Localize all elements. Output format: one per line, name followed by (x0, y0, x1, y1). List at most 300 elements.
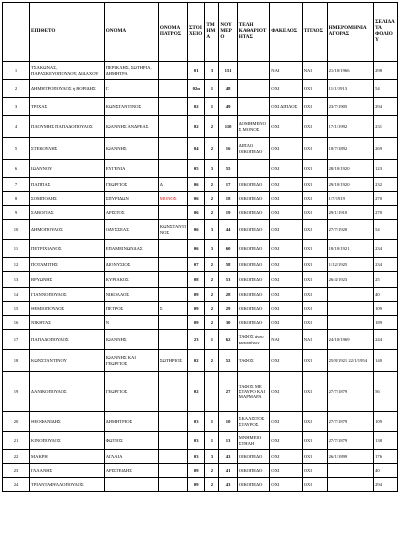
table-row (3, 316, 398, 330)
father-name-cell (158, 464, 187, 478)
stoixeio-cell: 05 (188, 160, 205, 178)
cleanliness-cell: ΔΙΠΛΟ ΟΙΚΟΠΕΔΟ (237, 138, 269, 160)
stoixeio-cell: 04 (188, 138, 205, 160)
tmima-cell: 2 (205, 192, 219, 206)
row-number: 1 (3, 62, 30, 80)
surname-cell: ΔΗΜΗΤΡΟΠΟΥΛΟΣ ή ΒΟΡΙΔΗΣ (30, 80, 105, 98)
name-cell: Γ. (104, 80, 158, 98)
tmima-cell: 2 (205, 288, 219, 302)
row-number: 2 (3, 80, 30, 98)
purchase-date-cell (327, 288, 374, 302)
surname-cell: ΒΡΥΩΝΗΣ (30, 272, 105, 288)
title-cell: ΟΧΙ (302, 464, 327, 478)
row-number: 7 (3, 178, 30, 192)
father-name-cell (158, 372, 187, 412)
name-cell: ΠΕΡΙΚΛΗΣ, ΣΩΤΗΡΙΑ, ΔΗΜΗΤΡΑ (104, 62, 158, 80)
surname-cell: ΠΛΟΥΜΗΣ ΠΑΠΑΔΟΠΟΥΛΟΣ (30, 116, 105, 138)
page-cell: 176 (374, 450, 398, 464)
tmima-cell: 2 (205, 206, 219, 220)
father-name-cell (158, 478, 187, 492)
tmima-cell: 1 (205, 412, 219, 432)
cleanliness-cell: ΟΙΚΟΠΕΔΟ (237, 288, 269, 302)
title-cell: ΟΧΙ (302, 288, 327, 302)
folder-cell: ΟΧΙ (270, 302, 302, 316)
cleanliness-cell: ΟΙΚΟΠΕΔΟ (237, 316, 269, 330)
noumero-cell: 44 (219, 220, 237, 240)
folder-cell: ΝΑΙ (270, 330, 302, 350)
cleanliness-cell: ΟΙΚΟΠΕΔΟ (237, 272, 269, 288)
tmima-cell: 3 (205, 450, 219, 464)
tmima-cell: 2 (205, 350, 219, 372)
name-cell: ΠΕΤΡΟΣ (104, 302, 158, 316)
cleanliness-cell: ΔΟΜΗΜΕΝΟΣ ΜΟΝΟΣ (237, 116, 269, 138)
row-number: 19 (3, 372, 30, 412)
father-name-cell (158, 316, 187, 330)
stoixeio-cell: 09 (188, 302, 205, 316)
stoixeio-cell: 02 (188, 116, 205, 138)
father-name-cell (158, 432, 187, 450)
stoixeio-cell: 06 (188, 192, 205, 206)
header-num (3, 3, 30, 62)
name-cell: ΙΩΑΝΝΗΣ (104, 330, 158, 350)
row-number: 13 (3, 272, 30, 288)
stoixeio-cell: 01 (188, 62, 205, 80)
name-cell: ΓΕΩΡΓΙΟΣ (104, 372, 158, 412)
table-row (3, 350, 398, 372)
cleanliness-cell: ΜΝΗΜΕΙΟ ΣΤΗΛΗ (237, 432, 269, 450)
name-cell: ΑΡΙΣΤΟΣ (104, 206, 158, 220)
page-cell: 25 (374, 272, 398, 288)
stoixeio-cell: 09 (188, 316, 205, 330)
title-cell: ΟΧΙ (302, 412, 327, 432)
cleanliness-cell: ΟΙΚΟΠΕΔΟ (237, 478, 269, 492)
purchase-date-cell: 18/7/1892 (327, 138, 374, 160)
folder-cell: ΟΧΙ (270, 220, 302, 240)
row-number: 5 (3, 138, 30, 160)
title-cell: ΟΧΙ (302, 316, 327, 330)
purchase-date-cell: 28/10/1920 (327, 160, 374, 178)
cleanliness-cell: ΟΙΚΟΠΕΔΟ (237, 302, 269, 316)
noumero-cell: 27 (219, 372, 237, 412)
row-number: 20 (3, 412, 30, 432)
tmima-cell: 1 (205, 98, 219, 116)
table-row (3, 412, 398, 432)
father-name-cell (158, 116, 187, 138)
row-number: 17 (3, 330, 30, 350)
cleanliness-cell (237, 98, 269, 116)
row-number: 9 (3, 206, 30, 220)
header-surname: ΕΠΙΘΕΤΟ (30, 3, 105, 62)
cleanliness-cell: ΟΙΚΟΠΕΔΟ (237, 192, 269, 206)
row-number: 4 (3, 116, 30, 138)
purchase-date-cell: 29/10/1920 (327, 178, 374, 192)
folder-cell: ΟΧΙ (270, 450, 302, 464)
name-cell: ΑΡΙΣΤΕΙΔΗΣ (104, 464, 158, 478)
noumero-cell: 43 (219, 450, 237, 464)
stoixeio-cell: 02 (188, 372, 205, 412)
father-name-cell (158, 450, 187, 464)
tmima-cell: 1 (205, 432, 219, 450)
table-row (3, 116, 398, 138)
row-number: 16 (3, 316, 30, 330)
tmima-cell: 2 (205, 478, 219, 492)
page-cell: 269 (374, 138, 398, 160)
purchase-date-cell: 17/1/1992 (327, 116, 374, 138)
page-cell: 294 (374, 478, 398, 492)
tmima-cell: 1 (205, 330, 219, 350)
page-cell: 138 (374, 432, 398, 450)
tmima-cell: 3 (205, 240, 219, 258)
page-cell: 40 (374, 464, 398, 478)
name-cell: ΙΩΑΝΝΗΣ ΑΝΔΡΕΑΣ (104, 116, 158, 138)
name-cell: ΑΓΛΑΙΑ (104, 450, 158, 464)
purchase-date-cell: 18/10/1921 (327, 240, 374, 258)
page-cell: 234 (374, 258, 398, 272)
father-name-cell (158, 330, 187, 350)
table-row (3, 192, 398, 206)
surname-cell: ΤΡΙΑΝΤΑΦΥΛΛΟΠΟΥΛΟΣ (30, 478, 105, 492)
table-row (3, 464, 398, 478)
purchase-date-cell: 29/1/1910 (327, 206, 374, 220)
cleanliness-cell: ΟΙΚΟΠΕΔΟ (237, 464, 269, 478)
cleanliness-cell (237, 160, 269, 178)
surname-cell: ΘΕΟΦΑΝΙΔΗΣ (30, 412, 105, 432)
title-cell: ΟΧΙ (302, 432, 327, 450)
stoixeio-cell: 09 (188, 478, 205, 492)
father-name-cell (158, 80, 187, 98)
row-number: 8 (3, 192, 30, 206)
purchase-date-cell: 21/10/1966 (327, 62, 374, 80)
name-cell: ΦΩΤΙΟΣ (104, 432, 158, 450)
tmima-cell: 3 (205, 62, 219, 80)
surname-cell: ΔΗΜΟΠΟΥΛΟΣ (30, 220, 105, 240)
header-page: ΣΕΛΙΔΑ ΤΑ ΦΟΛΙΟΥ (374, 3, 398, 62)
tmima-cell: 2 (205, 138, 219, 160)
row-number: 11 (3, 240, 30, 258)
purchase-date-cell: 1/7/1919 (327, 192, 374, 206)
cleanliness-cell: ΟΙΚΟΠΕΔΟ (237, 178, 269, 192)
folder-cell: ΟΧΙ ΔΙΠΛΟΣ (270, 98, 302, 116)
title-cell: ΟΧΙ (302, 138, 327, 160)
header-purchase-date: ΗΜΕΡΟΜΗΝΙΑ ΑΓΟΡΑΣ (327, 3, 374, 62)
folder-cell: ΟΧΙ (270, 80, 302, 98)
table-row (3, 220, 398, 240)
tmima-cell (205, 372, 219, 412)
title-cell: ΟΧΙ (302, 80, 327, 98)
title-cell: ΟΧΙ (302, 160, 327, 178)
tmima-cell: 2 (205, 116, 219, 138)
table-row (3, 160, 398, 178)
father-name-cell (158, 412, 187, 432)
folder-cell: ΟΧΙ (270, 464, 302, 478)
tmima-cell: 2 (205, 272, 219, 288)
name-cell: ΣΠΥΡΙΔΩΝ (104, 192, 158, 206)
father-name-cell (158, 288, 187, 302)
folder-cell: ΟΧΙ (270, 316, 302, 330)
name-cell: ΙΩΑΝΝΗΣ ΚΑΙ ΓΕΩΡΓΙΟΣ (104, 350, 158, 372)
page-cell: 270 (374, 206, 398, 220)
stoixeio-cell: 03 (188, 432, 205, 450)
surname-cell: ΓΙΑΝΝΟΠΟΥΛΟΣ (30, 288, 105, 302)
tmima-cell: 3 (205, 160, 219, 178)
stoixeio-cell: 02 (188, 350, 205, 372)
table-row (3, 258, 398, 272)
page-cell: 232 (374, 178, 398, 192)
folder-cell: ΟΧΙ (270, 432, 302, 450)
name-cell: ΟΔΥΣΣΕΑΣ (104, 220, 158, 240)
title-cell: ΟΧΙ (302, 258, 327, 272)
stoixeio-cell: 03 (188, 412, 205, 432)
noumero-cell: 151 (219, 62, 237, 80)
row-number: 21 (3, 432, 30, 450)
page-cell: 54 (374, 220, 398, 240)
table-row (3, 288, 398, 302)
name-cell: ΓΕΩΡΓΙΟΣ (104, 178, 158, 192)
purchase-date-cell: 26/1/1899 (327, 450, 374, 464)
header-cleanliness-fees: ΤΕΛΗ ΚΑΘΑΡΙΟΤΗΤΑΣ (237, 3, 269, 62)
noumero-cell: 17 (219, 178, 237, 192)
noumero-cell: 19 (219, 206, 237, 220)
page-cell: 54 (374, 80, 398, 98)
folder-cell: ΟΧΙ (270, 192, 302, 206)
purchase-date-cell: 23/7/1905 (327, 98, 374, 116)
table-row (3, 372, 398, 412)
folder-cell: ΟΧΙ (270, 160, 302, 178)
noumero-cell: 30 (219, 316, 237, 330)
title-cell: ΟΧΙ (302, 192, 327, 206)
page-cell: 109 (374, 302, 398, 316)
stoixeio-cell: 06 (188, 240, 205, 258)
stoixeio-cell: 09 (188, 464, 205, 478)
folder-cell: ΟΧΙ (270, 272, 302, 288)
purchase-date-cell: 1/12/1925 (327, 258, 374, 272)
folder-cell: ΟΧΙ (270, 350, 302, 372)
surname-cell: ΓΑΛΑΝΗΣ (30, 464, 105, 478)
header-father-name: ΟΝΟΜΑ ΠΑΤΡΟΣ (158, 3, 187, 62)
father-name-cell: ΣΩΤΗΡΙΟΣ (158, 350, 187, 372)
stoixeio-cell: 02 (188, 98, 205, 116)
father-name-cell (158, 160, 187, 178)
stoixeio-cell: 06 (188, 220, 205, 240)
folder-cell: ΝΑΙ (270, 62, 302, 80)
title-cell: ΟΧΙ (302, 272, 327, 288)
name-cell: ΕΠΑΜΕΙΝΩΝΔΑΣ (104, 240, 158, 258)
folder-cell: ΟΧΙ (270, 288, 302, 302)
noumero-cell: 10 (219, 412, 237, 432)
cleanliness-cell: ΟΙΚΟΠΕΔΟ (237, 240, 269, 258)
title-cell: ΝΑΙ (302, 330, 327, 350)
tmima-cell: 2 (205, 258, 219, 272)
cleanliness-cell: ΟΙΚΟΠΕΔΟ (237, 450, 269, 464)
page-cell: 231 (374, 116, 398, 138)
father-name-cell: ΚΩΝΣΤΑΝΤΙΝΟΣ (158, 220, 187, 240)
father-name-cell: ΜΟΝΟΣ (158, 192, 187, 206)
folder-cell: ΟΧΙ (270, 206, 302, 220)
surname-cell: ΚΙΝΟΠΟΥΛΟΣ (30, 432, 105, 450)
father-name-cell: Σ (158, 302, 187, 316)
row-number: 23 (3, 464, 30, 478)
table-row (3, 330, 398, 350)
header-row (3, 3, 398, 62)
folder-cell: ΟΧΙ (270, 178, 302, 192)
noumero-cell: 13 (219, 432, 237, 450)
name-cell (104, 478, 158, 492)
page-cell: 294 (374, 98, 398, 116)
row-number: 12 (3, 258, 30, 272)
surname-cell: ΘΕΜΙΟΠΟΥΛΟΣ (30, 302, 105, 316)
purchase-date-cell: 25/8/1921 22/1/1954 (327, 350, 374, 372)
name-cell: Ν (104, 316, 158, 330)
surname-cell: ΝΙΚΗΤΑΣ (30, 316, 105, 330)
name-cell: ΕΥΓΕΝΙΑ (104, 160, 158, 178)
row-number: 18 (3, 350, 30, 372)
page-cell: 244 (374, 330, 398, 350)
cleanliness-cell: ΤΑΦΟΣ ΜΕ ΣΤΑΥΡΟ ΚΑΙ ΜΑΡΜΑΡΑ (237, 372, 269, 412)
page-cell: 270 (374, 192, 398, 206)
surname-cell: ΣΟΜΠΟΛΗΣ (30, 192, 105, 206)
header-noumero: ΝΟΥΜΕΡΟ (219, 3, 237, 62)
page-cell: 298 (374, 62, 398, 80)
purchase-date-cell (327, 478, 374, 492)
folder-cell: ΟΧΙ (270, 116, 302, 138)
purchase-date-cell (327, 302, 374, 316)
table-row (3, 302, 398, 316)
title-cell: ΟΧΙ (302, 302, 327, 316)
header-folder: ΦΑΚΕΛΟΣ (270, 3, 302, 62)
purchase-date-cell: 26/4/1923 (327, 272, 374, 288)
title-cell: ΟΧΙ (302, 116, 327, 138)
folder-cell: ΟΧΙ (270, 412, 302, 432)
cleanliness-cell: ΤΑΦΟΣ άνευ καταπόνων (237, 330, 269, 350)
purchase-date-cell: 27/7/1879 (327, 372, 374, 412)
father-name-cell (158, 272, 187, 288)
name-cell: ΔΗΜΗΤΡΙΟΣ (104, 412, 158, 432)
title-cell: ΟΧΙ (302, 98, 327, 116)
folder-cell: ΟΧΙ (270, 372, 302, 412)
title-cell: ΟΧΙ (302, 450, 327, 464)
row-number: 6 (3, 160, 30, 178)
cleanliness-cell (237, 62, 269, 80)
purchase-date-cell: 11/1/1913 (327, 80, 374, 98)
noumero-cell: 110 (219, 116, 237, 138)
records-table (2, 2, 398, 492)
table-row (3, 98, 398, 116)
surname-cell: ΣΑΒΟΓΙΑΣ (30, 206, 105, 220)
page-cell: 234 (374, 240, 398, 258)
cleanliness-cell (237, 80, 269, 98)
title-cell: ΟΧΙ (302, 206, 327, 220)
table-row (3, 432, 398, 450)
cleanliness-cell: ΣΚΑΛΙΣΤΟΣ ΣΤΑΥΡΟΣ (237, 412, 269, 432)
stoixeio-cell: 06 (188, 178, 205, 192)
stoixeio-cell: 08 (188, 272, 205, 288)
name-cell: ΙΩΑΝΝΗΣ (104, 138, 158, 160)
noumero-cell: 43 (219, 478, 237, 492)
purchase-date-cell: 24/10/1969 (327, 330, 374, 350)
surname-cell: ΠΑΠΠΑΣ (30, 178, 105, 192)
row-number: 22 (3, 450, 30, 464)
row-number: 3 (3, 98, 30, 116)
noumero-cell: 41 (219, 464, 237, 478)
table-row (3, 178, 398, 192)
purchase-date-cell: 27/7/1920 (327, 220, 374, 240)
row-number: 10 (3, 220, 30, 240)
noumero-cell: 28 (219, 288, 237, 302)
surname-cell: ΣΤΕΚΟΥΛΗΣ (30, 138, 105, 160)
cleanliness-cell: ΟΙΚΟΠΕΔΟ (237, 220, 269, 240)
surname-cell: ΠΕΤΡΙΧΙΑΝΟΣ (30, 240, 105, 258)
stoixeio-cell: 02α (188, 80, 205, 98)
surname-cell: ΤΣΑΚΩΝΑΣ, ΠΑΡΑΣΚΕΥΟΠΟΥΛΟΥ, ΔΙΔΑΧΟΥ (30, 62, 105, 80)
row-number: 15 (3, 302, 30, 316)
cleanliness-cell: ΟΙΚΟΠΕΔΟ (237, 206, 269, 220)
noumero-cell: 48 (219, 80, 237, 98)
tmima-cell: 3 (205, 220, 219, 240)
table-row (3, 240, 398, 258)
name-cell: ΚΥΡΙΑΚΟΣ (104, 272, 158, 288)
purchase-date-cell: 27/7/1879 (327, 432, 374, 450)
father-name-cell (158, 258, 187, 272)
surname-cell: ΜΑΚΡΗ (30, 450, 105, 464)
purchase-date-cell (327, 316, 374, 330)
page-cell: 123 (374, 160, 398, 178)
surname-cell: ΔΑΝΙΚΟΠΟΥΛΟΣ (30, 372, 105, 412)
father-name-cell (158, 98, 187, 116)
noumero-cell: 60 (219, 240, 237, 258)
name-cell: ΝΙΚΟΛΑΟΣ (104, 288, 158, 302)
page-cell: 109 (374, 412, 398, 432)
table-row (3, 272, 398, 288)
noumero-cell: 62 (219, 330, 237, 350)
stoixeio-cell: 23 (188, 330, 205, 350)
father-name-cell (158, 240, 187, 258)
stoixeio-cell: 03 (188, 450, 205, 464)
surname-cell: ΠΟΤΑΜΙΤΗΣ (30, 258, 105, 272)
header-name: ΟΝΟΜΑ (104, 3, 158, 62)
surname-cell: ΙΩΑΝΝΟΥ (30, 160, 105, 178)
tmima-cell: 2 (205, 316, 219, 330)
noumero-cell: 55 (219, 160, 237, 178)
table-row (3, 206, 398, 220)
folder-cell: ΟΧΙ (270, 478, 302, 492)
father-name-cell: Δ (158, 178, 187, 192)
page-cell: 189 (374, 316, 398, 330)
table-row (3, 450, 398, 464)
father-name-cell (158, 206, 187, 220)
noumero-cell: 58 (219, 258, 237, 272)
tmima-cell: 2 (205, 178, 219, 192)
purchase-date-cell (327, 464, 374, 478)
cleanliness-cell: ΟΙΚΟΠΕΔΟ (237, 258, 269, 272)
noumero-cell: 53 (219, 272, 237, 288)
title-cell: ΟΧΙ (302, 240, 327, 258)
table-row (3, 138, 398, 160)
stoixeio-cell: 09 (188, 288, 205, 302)
row-number: 14 (3, 288, 30, 302)
noumero-cell: 16 (219, 138, 237, 160)
header-tmima: ΤΜΗΜΑ (205, 3, 219, 62)
header-title: ΤΙΤΛΟΣ (302, 3, 327, 62)
father-name-cell (158, 62, 187, 80)
records-sheet (2, 2, 398, 492)
name-cell: ΚΩΝΣΤΑΝΤΙΝΟΣ (104, 98, 158, 116)
noumero-cell: 52 (219, 350, 237, 372)
surname-cell: ΚΩΝΣΤΑΝΤΙΝΟΥ (30, 350, 105, 372)
noumero-cell: 49 (219, 98, 237, 116)
surname-cell: ΠΑΠΑΔΟΠΟΥΛΟΣ (30, 330, 105, 350)
title-cell: ΟΧΙ (302, 350, 327, 372)
title-cell: ΟΧΙ (302, 220, 327, 240)
